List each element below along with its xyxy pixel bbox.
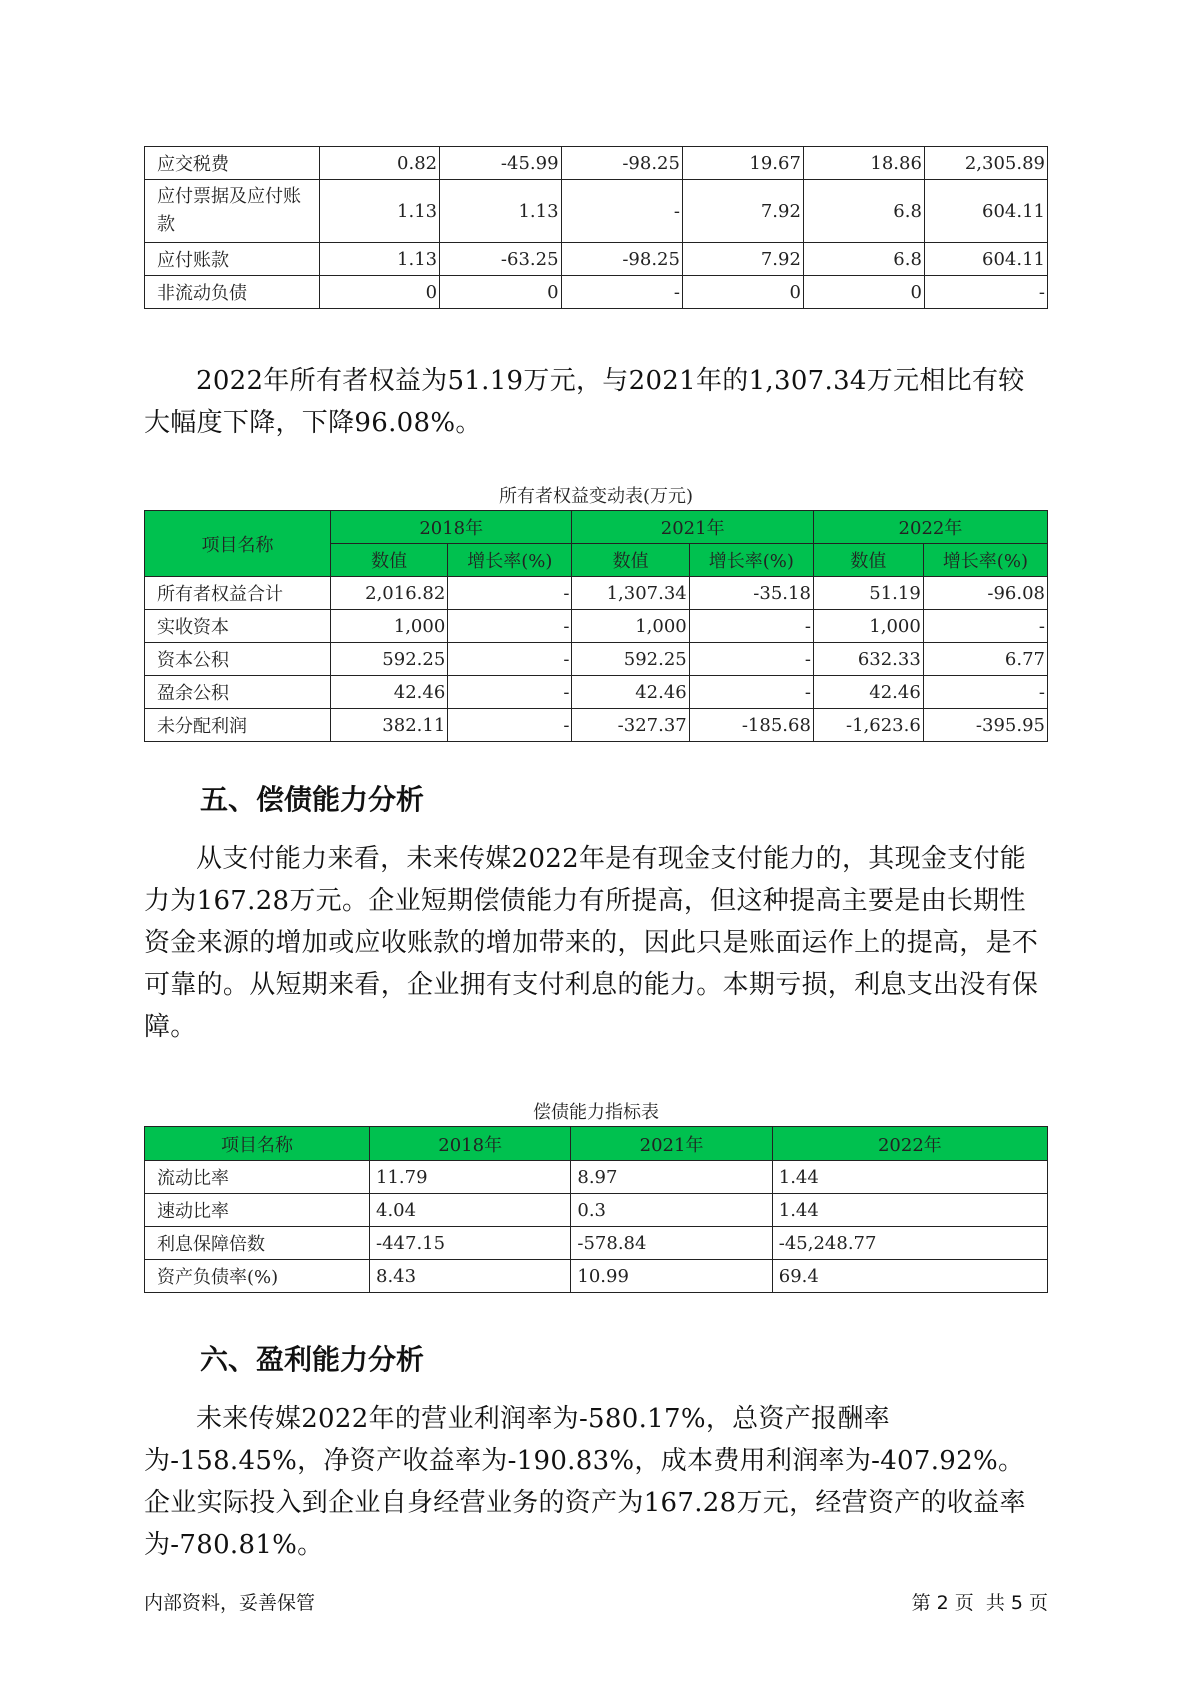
row-name: 速动比率	[145, 1194, 370, 1227]
cell: -	[561, 180, 682, 243]
cell: -	[448, 709, 572, 742]
cell: 604.11	[924, 243, 1047, 276]
table-row	[145, 147, 1048, 180]
cell: 592.25	[331, 643, 448, 676]
header-rate: 增长率(%)	[923, 544, 1047, 577]
cell: -98.25	[561, 243, 682, 276]
cell: 4.04	[370, 1194, 571, 1227]
header-year: 2018年	[331, 511, 572, 544]
cell: 6.77	[923, 643, 1047, 676]
cell: 1.44	[772, 1194, 1047, 1227]
table-row	[145, 643, 1048, 676]
table-row	[145, 1194, 1048, 1227]
table-row	[145, 709, 1048, 742]
cell: 0	[803, 276, 924, 309]
header-item-name: 项目名称	[145, 1127, 370, 1161]
header-rate: 增长率(%)	[689, 544, 813, 577]
cell: 1.13	[440, 180, 561, 243]
cell: -395.95	[923, 709, 1047, 742]
table-row	[145, 276, 1048, 309]
table-row	[145, 676, 1048, 709]
header-year: 2022年	[813, 511, 1047, 544]
row-name: 资本公积	[145, 643, 331, 676]
row-name: 所有者权益合计	[145, 577, 331, 610]
table-row	[145, 1227, 1048, 1260]
cell: 1,000	[572, 610, 689, 643]
cell: -185.68	[689, 709, 813, 742]
cell: -	[448, 610, 572, 643]
cell: 42.46	[572, 676, 689, 709]
solvency-paragraph: 从支付能力来看，未来传媒2022年是有现金支付能力的，其现金支付能力为167.28万元。企业短期偿债能力有所提高，但这种提高主要是由长期性资金来源的增加或应收账款的增加带来的，因此只是账面运作上的提高，是不可靠的。从短期来看，企业拥有支付利息的能力。本期亏损，利息支出没有保障。	[144, 844, 1039, 1042]
solvency-indicator-table	[144, 1126, 1048, 1293]
row-name: 流动比率	[145, 1161, 370, 1194]
header-rate: 增长率(%)	[448, 544, 572, 577]
header-value: 数值	[331, 544, 448, 577]
cell: 1.44	[772, 1161, 1047, 1194]
cell: -	[448, 643, 572, 676]
cell: 1,307.34	[572, 577, 689, 610]
liabilities-table	[144, 146, 1048, 309]
row-name: 实收资本	[145, 610, 331, 643]
cell: -1,623.6	[813, 709, 923, 742]
footer-confidential-note: 内部资料，妥善保管	[144, 1592, 316, 1614]
cell: 0.82	[319, 147, 439, 180]
cell: -63.25	[440, 243, 561, 276]
cell: 7.92	[682, 243, 803, 276]
equity-table-caption: 所有者权益变动表(万元)	[498, 486, 694, 507]
cell: -35.18	[689, 577, 813, 610]
header-item-name: 项目名称	[145, 511, 331, 577]
header-year: 2022年	[772, 1127, 1047, 1161]
row-name-text: 应付票据及应付账款	[157, 186, 301, 235]
header-value: 数值	[813, 544, 923, 577]
row-name: 应付账款	[145, 243, 320, 276]
row-name: 应交税费	[145, 147, 320, 180]
cell: -	[561, 276, 682, 309]
cell: 1.13	[319, 180, 439, 243]
cell: -447.15	[370, 1227, 571, 1260]
row-name: 资产负债率(%)	[145, 1260, 370, 1293]
cell: 0	[319, 276, 439, 309]
cell: -	[924, 276, 1047, 309]
row-name: 盈余公积	[145, 676, 331, 709]
cell: 0	[682, 276, 803, 309]
section-heading-solvency: 五、偿债能力分析	[200, 783, 425, 816]
cell: 632.33	[813, 643, 923, 676]
cell: 10.99	[571, 1260, 772, 1293]
row-name	[145, 180, 320, 243]
cell: 42.46	[813, 676, 923, 709]
cell: 0.3	[571, 1194, 772, 1227]
cell: -	[689, 643, 813, 676]
table-row	[145, 577, 1048, 610]
solvency-table-caption: 偿债能力指标表	[533, 1102, 659, 1123]
section-heading-profitability: 六、盈利能力分析	[200, 1343, 425, 1376]
table-row	[145, 610, 1048, 643]
cell: -	[448, 676, 572, 709]
cell: 7.92	[682, 180, 803, 243]
cell: 382.11	[331, 709, 448, 742]
table-row	[145, 1260, 1048, 1293]
table-row	[145, 1161, 1048, 1194]
header-year: 2021年	[572, 511, 813, 544]
row-name: 未分配利润	[145, 709, 331, 742]
cell: 18.86	[803, 147, 924, 180]
table-row	[145, 180, 1048, 243]
cell: -	[689, 610, 813, 643]
cell: 19.67	[682, 147, 803, 180]
cell: -327.37	[572, 709, 689, 742]
equity-paragraph: 2022年所有者权益为51.19万元，与2021年的1,307.34万元相比有较大幅度下降，下降96.08%。	[144, 366, 1025, 438]
cell: 0	[440, 276, 561, 309]
cell: 6.8	[803, 243, 924, 276]
cell: 6.8	[803, 180, 924, 243]
cell: 2,016.82	[331, 577, 448, 610]
cell: -	[923, 676, 1047, 709]
row-name: 利息保障倍数	[145, 1227, 370, 1260]
cell: 1,000	[331, 610, 448, 643]
cell: -	[689, 676, 813, 709]
header-value: 数值	[572, 544, 689, 577]
profitability-paragraph: 未来传媒2022年的营业利润率为-580.17%，总资产报酬率为-158.45%，净资产收益率为-190.83%，成本费用利润率为-407.92%。企业实际投入到企业自身经营业务的资产为167.28万元，经营资产的收益率为-780.81%。	[144, 1404, 1026, 1560]
cell: -	[448, 577, 572, 610]
table-row	[145, 243, 1048, 276]
cell: 42.46	[331, 676, 448, 709]
equity-change-table	[144, 510, 1048, 742]
cell: 1.13	[319, 243, 439, 276]
header-year: 2018年	[370, 1127, 571, 1161]
footer-page-number: 第 2 页 共 5 页	[911, 1592, 1048, 1614]
cell: 51.19	[813, 577, 923, 610]
row-name: 非流动负债	[145, 276, 320, 309]
cell: -578.84	[571, 1227, 772, 1260]
cell: -96.08	[923, 577, 1047, 610]
cell: 69.4	[772, 1260, 1047, 1293]
cell: 1,000	[813, 610, 923, 643]
cell: -98.25	[561, 147, 682, 180]
cell: 2,305.89	[924, 147, 1047, 180]
cell: 8.97	[571, 1161, 772, 1194]
cell: 8.43	[370, 1260, 571, 1293]
cell: -45,248.77	[772, 1227, 1047, 1260]
cell: -	[923, 610, 1047, 643]
cell: 11.79	[370, 1161, 571, 1194]
cell: 592.25	[572, 643, 689, 676]
header-year: 2021年	[571, 1127, 772, 1161]
cell: 604.11	[924, 180, 1047, 243]
cell: -45.99	[440, 147, 561, 180]
